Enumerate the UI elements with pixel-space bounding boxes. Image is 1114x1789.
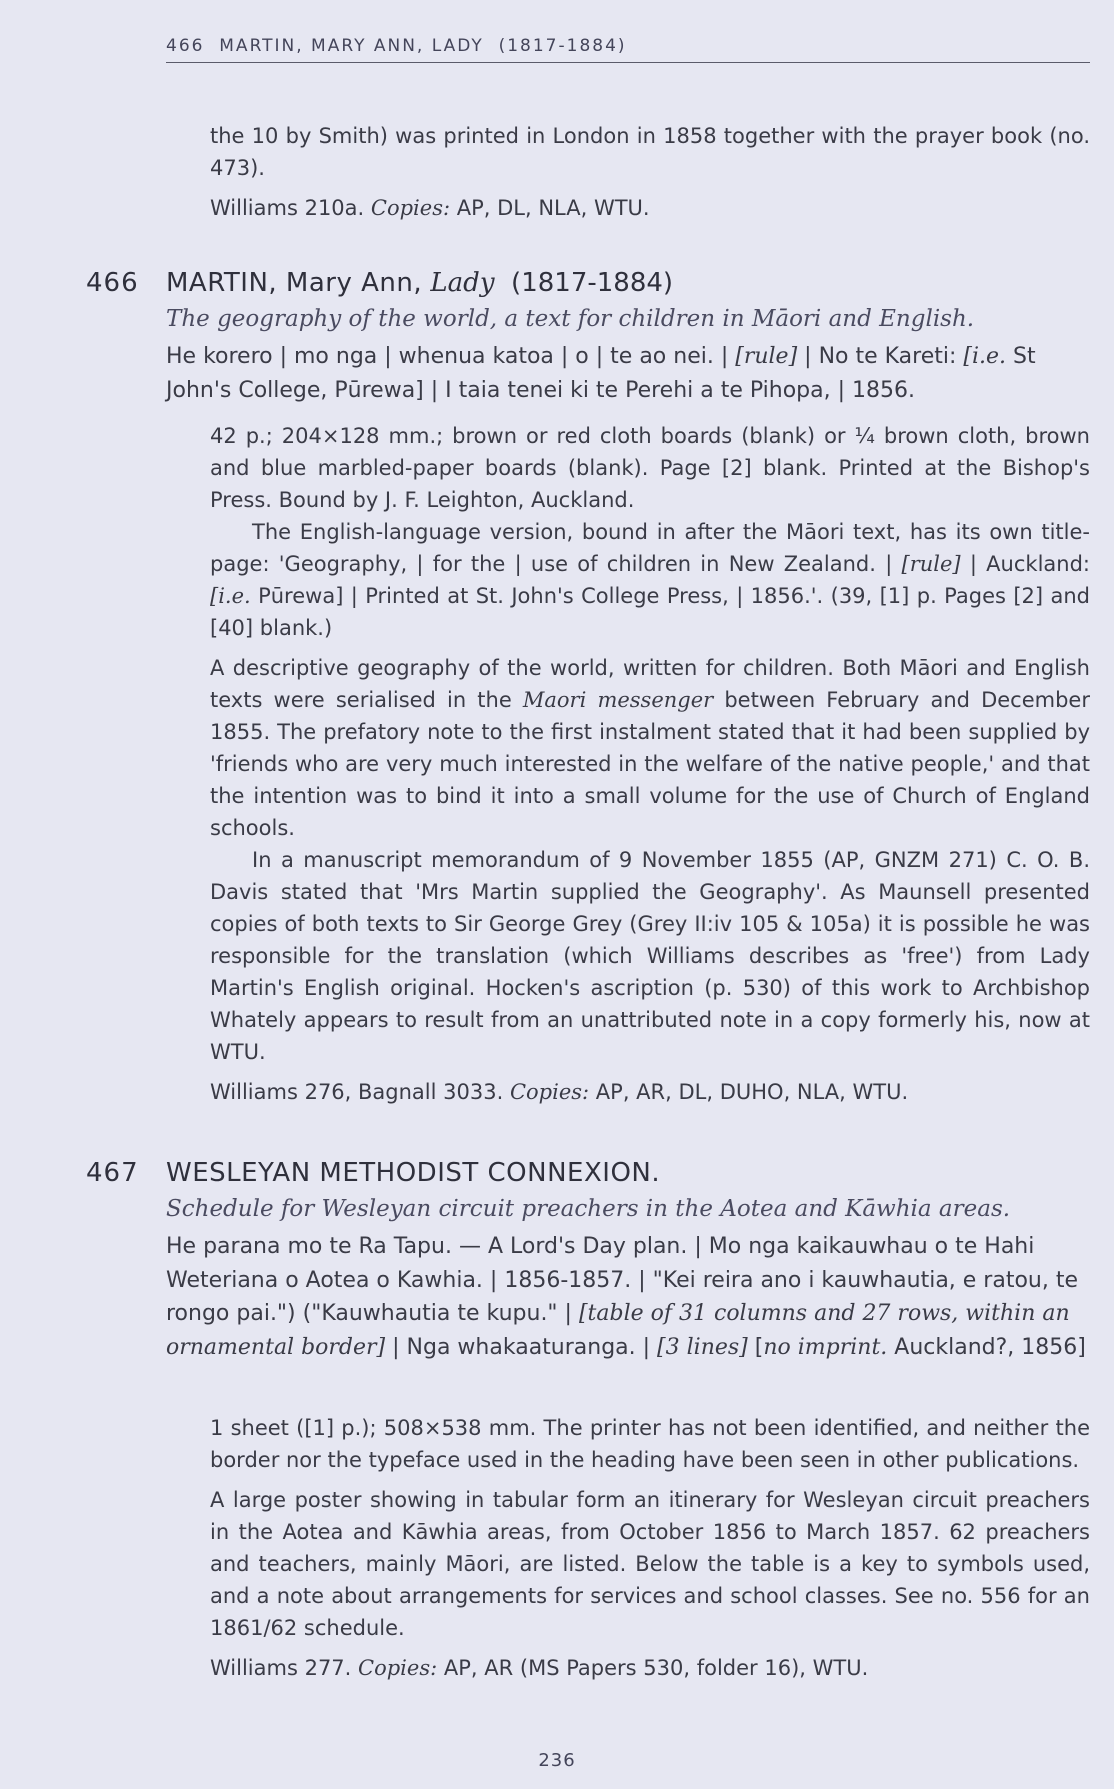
transcription-part: He parana mo te Ra Tapu. — A Lord's Day plan. | Mo nga kaikauwhau o te Hahi Weteriana o Aotea o Kawhia. | 1856-1857. | "Kei reira ano i kauwhautia, e ratou, te rongo pai.") ("Kauwhautia te kupu." | xyxy=(166,1234,1079,1326)
copies-label: Copies: xyxy=(509,1080,590,1104)
transcription-table-note: [table of 31 columns and 27 rows, within an ornamental border] xyxy=(166,1301,1070,1360)
transcription-ie: [i.e. xyxy=(963,344,1007,369)
page-number: 236 xyxy=(538,1750,576,1771)
copies-list: AP, AR, DL, DUHO, NLA, WTU. xyxy=(595,1080,909,1104)
entry-number: 466 xyxy=(86,268,139,298)
carryover-paragraph: the 10 by Smith) was printed in London in 1858 together with the prayer book (no. 473). xyxy=(210,124,1090,180)
copies-label: Copies: xyxy=(370,196,451,220)
entry-transcription xyxy=(166,340,1090,407)
entry-description: The geography of the world, a text for children in Māori and English. xyxy=(166,306,975,332)
periodical-title: Maori messenger xyxy=(522,688,714,712)
carryover-references xyxy=(210,192,1090,224)
transcription-lines-note: [3 lines] xyxy=(657,1334,748,1360)
entry-author-heading xyxy=(166,1158,660,1188)
notes-paragraph: A large poster showing in tabular form an itinerary for Wesleyan circuit preachers in the Aotea and Kāwhia areas, from October 1856 to March 1857. 62 preachers and teachers, mainly Māori, are listed. Below the table is a key to symbols used, and a note about arrangements for services and school classes. See no. 556 for an 1861/62 schedule. xyxy=(210,1488,1090,1640)
entry-references xyxy=(210,1652,1090,1684)
carryover-copies: AP, DL, NLA, WTU. xyxy=(456,196,650,220)
running-head-number: 466 xyxy=(166,36,205,56)
physical-description: 1 sheet ([1] p.); 508×538 mm. The printer has not been identified, and neither the border nor the typeface used in the heading have been seen in other publications. xyxy=(210,1416,1090,1472)
references: Williams 276, Bagnall 3033. xyxy=(210,1080,504,1104)
english-part: | Auckland: xyxy=(960,552,1090,576)
physical-description: 42 p.; 204×128 mm.; brown or red cloth boards (blank) or ¼ brown cloth, brown and blue marbled-paper boards (blank). Page [2] blank. Printed at the Bishop's Press. Bound by J. F. Leighton, Auckland. xyxy=(210,424,1090,512)
entry-467-body xyxy=(210,1412,1090,1684)
running-head-dates: (1817-1884) xyxy=(498,36,627,56)
english-part: The English-language version, bound in after the Māori text, has its own title-page: 'Geography, | for the | use of children in New Zealand. | xyxy=(210,520,1090,576)
english-rule: [rule] xyxy=(901,552,961,576)
references: Williams 277. xyxy=(210,1656,352,1680)
transcription-part: | No te Kareti: xyxy=(797,344,964,369)
notes-paragraph-1 xyxy=(210,652,1090,844)
copies-label: Copies: xyxy=(358,1656,438,1680)
transcription-rule: [rule] xyxy=(735,344,798,369)
english-part: Pūrewa] | Printed at St. John's College Press, | 1856.'. (39, [1] p. Pages [2] and [40] blank.) xyxy=(210,584,1090,640)
transcription-part: [ xyxy=(747,1334,764,1360)
entry-author: MARTIN, Mary Ann, xyxy=(166,268,423,298)
copies-list: AP, AR (MS Papers 530, folder 16), WTU. xyxy=(443,1656,869,1680)
entry-author: WESLEYAN METHODIST CONNEXION. xyxy=(166,1158,661,1188)
transcription-part: Auckland?, 1856] xyxy=(887,1334,1086,1360)
entry-description: Schedule for Wesleyan circuit preachers in the Aotea and Kāwhia areas. xyxy=(166,1196,1011,1222)
transcription-part: He korero | mo nga | whenua katoa | o | te ao nei. | xyxy=(166,344,736,369)
english-version-note xyxy=(210,516,1090,644)
entry-transcription xyxy=(166,1230,1090,1364)
transcription-part: St John's College, Pūrewa] | I taia tenei ki te Perehi a te Pihopa, | 1856. xyxy=(166,344,1036,403)
english-ie: [i.e. xyxy=(210,584,251,608)
entry-author-heading xyxy=(166,268,673,298)
transcription-no-imprint: no imprint. xyxy=(763,1334,888,1360)
carryover-block xyxy=(210,120,1090,224)
entry-466-body xyxy=(210,420,1090,1108)
transcription-part: | Nga whakaaturanga. | xyxy=(385,1334,658,1360)
notes-part: between February and December 1855. The prefatory note to the first instalment stated that it had been supplied by 'friends who are very much interested in the welfare of the native people,' and that the intention was to bind it into a small volume for the use of Church of England schools. xyxy=(210,688,1090,840)
entry-number: 467 xyxy=(86,1158,139,1188)
carryover-refs: Williams 210a. xyxy=(210,196,365,220)
entry-author-dates: (1817-1884) xyxy=(511,268,674,298)
entry-references xyxy=(210,1076,1090,1108)
notes-paragraph-2: In a manuscript memorandum of 9 November 1855 (AP, GNZM 271) C. O. B. Davis stated that 'Mrs Martin supplied the Geography'. As Maunsell presented copies of both texts to Sir George Grey (Grey II:iv 105 & 105a) it is possible he was responsible for the translation (which Williams describes as 'free') from Lady Martin's English original. Hocken's ascription (p. 530) of this work to Archbishop Whately appears to result from an unattributed note in a copy formerly his, now at WTU. xyxy=(210,848,1090,1064)
running-head-title: MARTIN, MARY ANN, LADY xyxy=(219,36,484,56)
running-head xyxy=(166,36,1090,63)
notes-part: A descriptive geography of the world, written for children. Both Māori and English texts were serialised in the xyxy=(210,656,1090,712)
entry-author-title: Lady xyxy=(430,268,495,298)
